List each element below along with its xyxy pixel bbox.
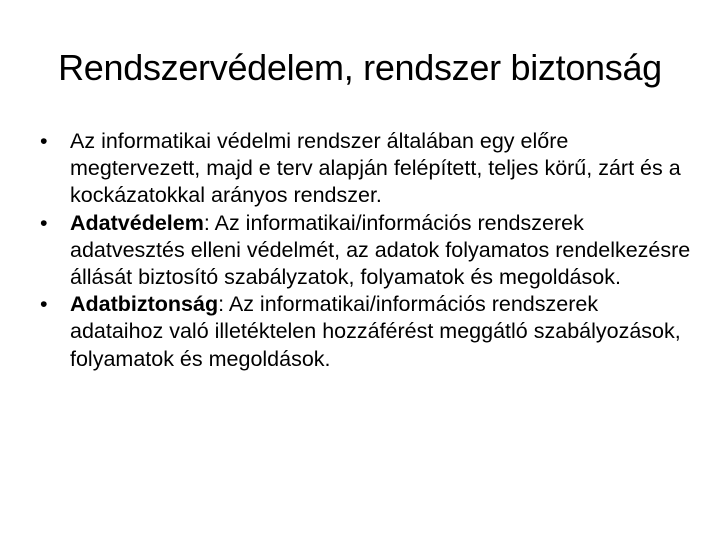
bullet-text: : Az informatikai/információs rendszerek adataihoz való illetéktelen hozzáférést meggátló szabályozások, folyamatok és megoldások. [70, 292, 681, 371]
slide-title: Rendszervédelem, rendszer biztonság [58, 47, 662, 88]
bullet-item-1 [36, 128, 696, 210]
bullet-dot-icon: • [40, 129, 48, 153]
bullet-text: : Az informatikai/információs rendszerek adatvesztés elleni védelmét, az adatok folyamatos rendelkezésre állását biztosító szabályzatok, folyamatok és megoldások. [70, 210, 691, 290]
bullet-item-3 [36, 291, 696, 373]
bullet-dot-icon: • [40, 292, 48, 317]
bullet-text: Az informatikai védelmi rendszer általában egy előre megtervezett, majd e terv alapján felépített, teljes körű, zárt és a kockázatokkal arányos rendszer. [70, 129, 681, 208]
bullet-term: Adatbiztonság [70, 292, 219, 317]
bullet-term: Adatvédelem [70, 210, 204, 235]
bullet-item-2 [36, 210, 696, 292]
bullet-list [36, 128, 696, 373]
bullet-dot-icon: • [40, 210, 48, 235]
